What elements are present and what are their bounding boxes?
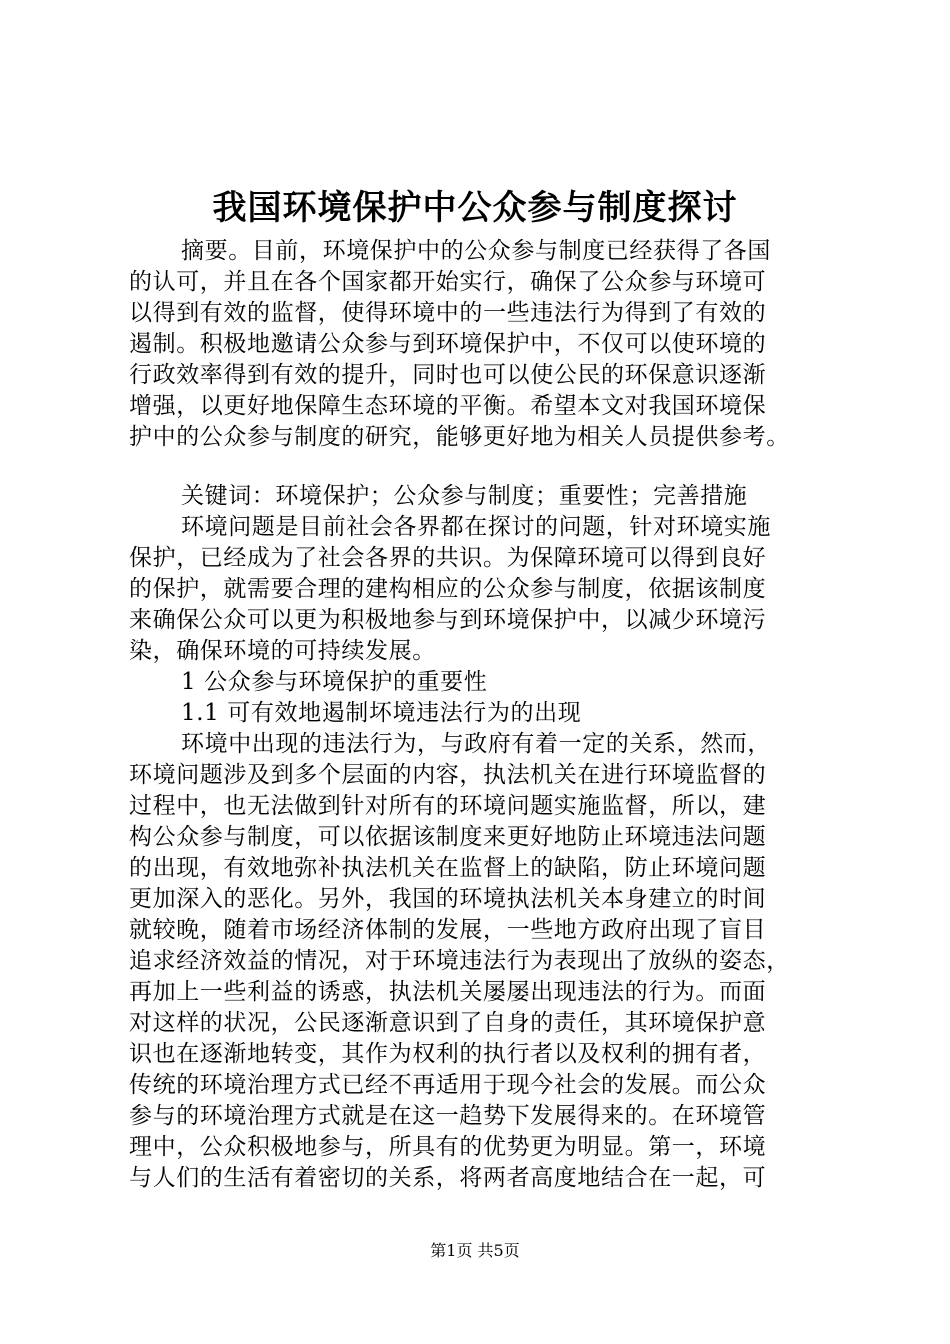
abstract-line: 行政效率得到有效的提升，同时也可以使公民的环保意识逐渐 [129,362,767,388]
body-line: 对这样的状况，公民逐渐意识到了自身的责任，其环境保护意 [129,1010,767,1036]
body-line: 再加上一些利益的诱惑，执法机关屡屡出现违法的行为。而面 [129,979,767,1005]
body-line: 理中，公众积极地参与，所具有的优势更为明显。第一，环境 [129,1134,767,1160]
document-body [129,236,829,1194]
document-title: 我国环境保护中公众参与制度探讨 [212,188,738,228]
abstract-line: 摘要。目前，环境保护中的公众参与制度已经获得了各国 [181,238,771,264]
abstract-paragraph [129,236,829,453]
intro-line: 染，确保环境的可持续发展。 [129,638,436,664]
intro-line: 来确保公众可以更为积极地参与到环境保护中，以减少环境污 [129,607,767,633]
intro-paragraph [129,512,829,667]
body-line: 与人们的生活有着密切的关系，将两者高度地结合在一起，可 [129,1165,767,1191]
paragraph-spacer [129,453,829,481]
page-number-footer: 第1页 共5页 [430,1241,520,1260]
abstract-line: 以得到有效的监督，使得环境中的一些违法行为得到了有效的 [129,300,767,326]
section-heading: 1 公众参与环境保护的重要性 [181,669,488,695]
body-line: 传统的环境治理方式已经不再适用于现今社会的发展。而公众 [129,1072,767,1098]
body-line: 识也在逐渐地转变，其作为权利的执行者以及权利的拥有者， [129,1041,767,1067]
abstract-line: 增强，以更好地保障生态环境的平衡。希望本文对我国环境保 [129,393,767,419]
body-line: 过程中，也无法做到针对所有的环境问题实施监督，所以，建 [129,793,767,819]
body-line: 追求经济效益的情况，对于环境违法行为表现出了放纵的姿态， [129,948,790,974]
subsection-heading: 1.1 可有效地遏制坏境违法行为的出现 [181,700,582,726]
body-line: 环境中出现的违法行为，与政府有着一定的关系，然而， [181,731,771,757]
body-line: 参与的环境治理方式就是在这一趋势下发展得来的。在环境管 [129,1103,767,1129]
body-line: 的出现，有效地弥补执法机关在监督上的缺陷，防止环境问题 [129,855,767,881]
body-line: 更加深入的恶化。另外，我国的环境执法机关本身建立的时间 [129,886,767,912]
body-line: 就较晚，随着市场经济体制的发展，一些地方政府出现了盲目 [129,917,767,943]
intro-line: 环境问题是目前社会各界都在探讨的问题，针对环境实施 [181,514,771,540]
abstract-line: 遏制。积极地邀请公众参与到环境保护中，不仅可以使环境的 [129,331,767,357]
keywords-line: 关键词：环境保护；公众参与制度；重要性；完善措施 [181,483,748,509]
body-line: 环境问题涉及到多个层面的内容，执法机关在进行环境监督的 [129,762,767,788]
abstract-line: 护中的公众参与制度的研究，能够更好地为相关人员提供参考。 [129,424,790,450]
intro-line: 保护，已经成为了社会各界的共识。为保障环境可以得到良好 [129,545,767,571]
section-1-1-paragraph [129,729,829,1194]
abstract-line: 的认可，并且在各个国家都开始实行，确保了公众参与环境可 [129,269,767,295]
intro-line: 的保护，就需要合理的建构相应的公众参与制度，依据该制度 [129,576,767,602]
body-line: 构公众参与制度，可以依据该制度来更好地防止环境违法问题 [129,824,767,850]
